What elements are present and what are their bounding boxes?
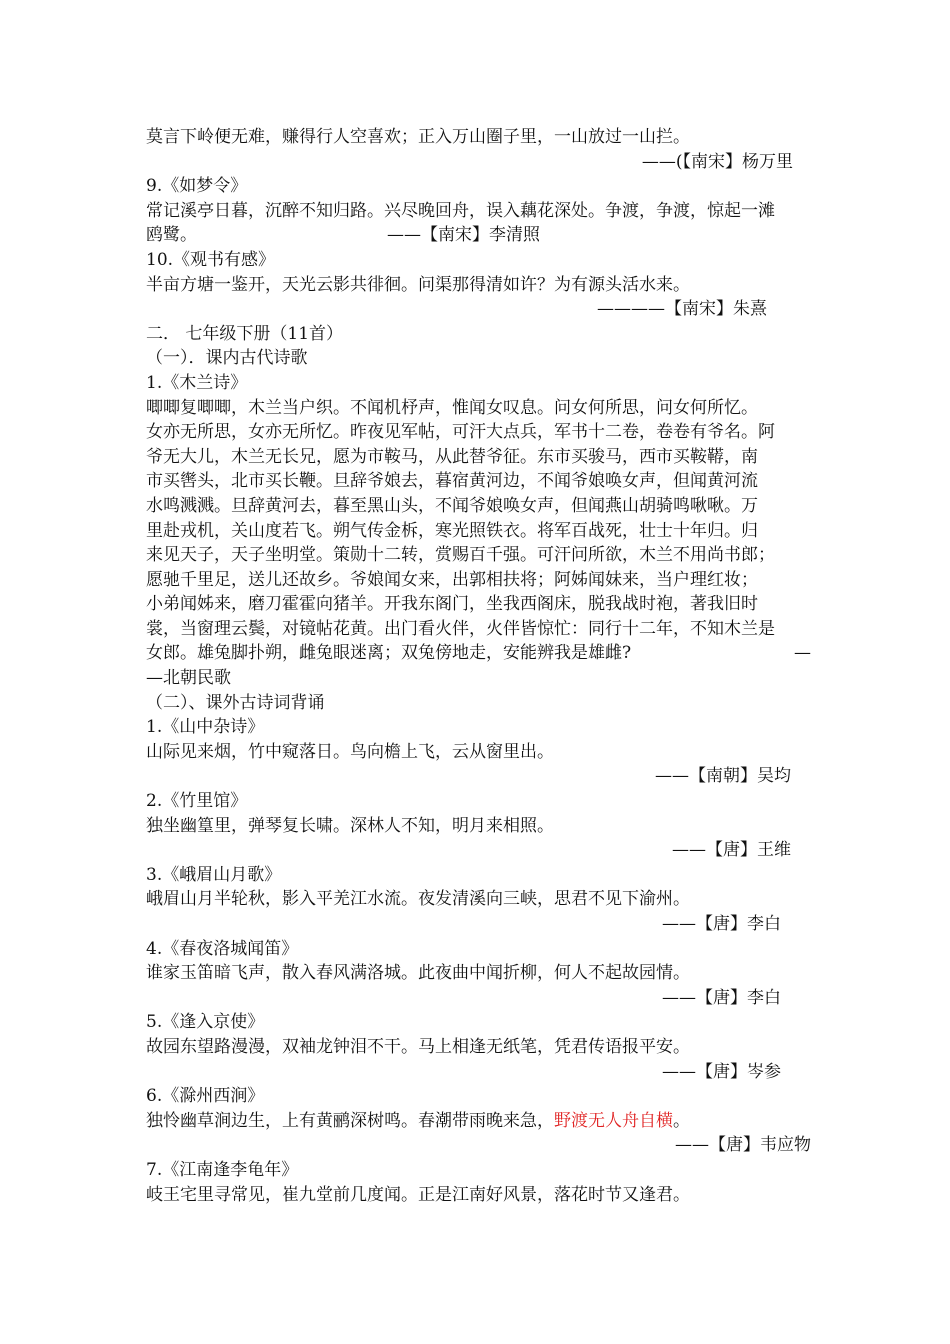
poem-text: 半亩方塘一鉴开，天光云影共徘徊。问渠那得清如许？为有源头活水来。 xyxy=(146,274,690,295)
poem-title: 7.《江南逢李龟年》 xyxy=(146,1159,299,1180)
poem-text-end: 。 xyxy=(673,1110,690,1131)
poem-title: 10.《观书有感》 xyxy=(146,249,276,270)
poem-text: 常记溪亭日暮，沉醉不知归路。兴尽晚回舟，误入藕花深处。争渡，争渡，惊起一滩 xyxy=(146,200,775,221)
poem-text xyxy=(146,1109,811,1134)
poem-text: 岐王宅里寻常见，崔九堂前几度闻。正是江南好风景，落花时节又逢君。 xyxy=(146,1184,690,1205)
subsection-heading: （一）．课内古代诗歌 xyxy=(146,348,308,369)
poem-author: ——【唐】岑参 xyxy=(662,1061,781,1082)
poem-text: 莫言下岭便无难，赚得行人空喜欢；正入万山圈子里，一山放过一山拦。 xyxy=(146,127,690,147)
poem-text-tail: 鸥鹭。 xyxy=(146,225,197,246)
poem-line: 市买辔头，北市买长鞭。旦辞爷娘去，暮宿黄河边，不闻爷娘唤女声，但闻黄河流 xyxy=(146,471,758,492)
poem-author: ——【唐】李白 xyxy=(662,987,781,1008)
poem-line: 爷无大儿，木兰无长兄，愿为市鞍马，从此替爷征。东市买骏马，西市买鞍鞯，南 xyxy=(146,446,758,467)
poem-author: ——【南宋】李清照 xyxy=(387,225,540,246)
poem-line: 女亦无所思，女亦无所忆。昨夜见军帖，可汗大点兵，军书十二卷，卷卷有爷名。阿 xyxy=(146,422,775,443)
poem-line-last xyxy=(146,641,811,666)
poem-author: ——【唐】王维 xyxy=(672,840,791,861)
highlighted-verse: 野渡无人舟自横 xyxy=(554,1110,673,1131)
poem-author: ——【南朝】吴均 xyxy=(655,766,791,787)
poem-title: 1.《木兰诗》 xyxy=(146,372,248,393)
poem-text: 山际见来烟，竹中窥落日。鸟向檐上飞，云从窗里出。 xyxy=(146,741,554,762)
poem-line: 来见天子，天子坐明堂。策勋十二转，赏赐百千强。可汗问所欲，木兰不用尚书郎； xyxy=(146,545,775,566)
poem-line: 水鸣溅溅。旦辞黄河去，暮至黑山头，不闻爷娘唤女声，但闻燕山胡骑鸣啾啾。万 xyxy=(146,495,758,516)
poem-author: ————【南宋】朱熹 xyxy=(597,299,767,320)
poem-line: 小弟闻姊来，磨刀霍霍向猪羊。开我东阁门，坐我西阁床，脱我战时袍，著我旧时 xyxy=(146,594,758,615)
poem-author: ——(【南宋】杨万里 xyxy=(641,151,793,172)
poem-line: 愿驰千里足，送儿还故乡。爷娘闻女来，出郭相扶将；阿姊闻妹来，当户理红妆； xyxy=(146,569,758,590)
poem-line: 里赴戎机，关山度若飞。朔气传金柝，寒光照铁衣。将军百战死，壮士十年归。归 xyxy=(146,520,758,541)
subsection-heading: （二）、课外古诗词背诵 xyxy=(146,692,325,713)
poem-author: ——【唐】韦应物 xyxy=(675,1135,811,1156)
poem-title: 3.《峨眉山月歌》 xyxy=(146,864,282,885)
poem-title: 6.《滁州西涧》 xyxy=(146,1086,265,1107)
poem-author: —北朝民歌 xyxy=(146,668,231,689)
poem-author-dash: — xyxy=(794,643,811,664)
poem-line: 女郎。雄兔脚扑朔，雌兔眼迷离；双兔傍地走，安能辨我是雄雌? xyxy=(146,643,632,664)
poem-text: 独坐幽篁里，弹琴复长啸。深林人不知，明月来相照。 xyxy=(146,815,554,836)
poem-text: 故园东望路漫漫，双袖龙钟泪不干。马上相逢无纸笔，凭君传语报平安。 xyxy=(146,1036,690,1057)
poem-line: 裳，当窗理云鬓，对镜帖花黄。出门看火伴，火伴皆惊忙：同行十二年，不知木兰是 xyxy=(146,618,775,639)
poem-title: 2.《竹里馆》 xyxy=(146,791,248,812)
poem-text: 峨眉山月半轮秋，影入平羌江水流。夜发清溪向三峡，思君不见下渝州。 xyxy=(146,889,690,910)
poem-title: 5.《逢入京使》 xyxy=(146,1012,265,1033)
section-heading: 二． 七年级下册（11首） xyxy=(146,323,344,344)
poem-title: 9.《如梦令》 xyxy=(146,176,248,197)
poem-title: 1.《山中杂诗》 xyxy=(146,717,265,738)
poem-line: 唧唧复唧唧，木兰当户织。不闻机杼声，惟闻女叹息。问女何所思，问女何所忆。 xyxy=(146,397,758,418)
poem-author: ——【唐】李白 xyxy=(662,914,781,934)
poem-text: 谁家玉笛暗飞声，散入春风满洛城。此夜曲中闻折柳，何人不起故园情。 xyxy=(146,963,690,984)
mulan-poem-body xyxy=(146,396,811,667)
poem-text-cont xyxy=(146,223,811,248)
poem-list xyxy=(146,125,811,1207)
poem-text-main: 独怜幽草涧边生，上有黄鹂深树鸣。春潮带雨晚来急， xyxy=(146,1110,554,1131)
poem-title: 4.《春夜洛城闻笛》 xyxy=(146,938,299,959)
